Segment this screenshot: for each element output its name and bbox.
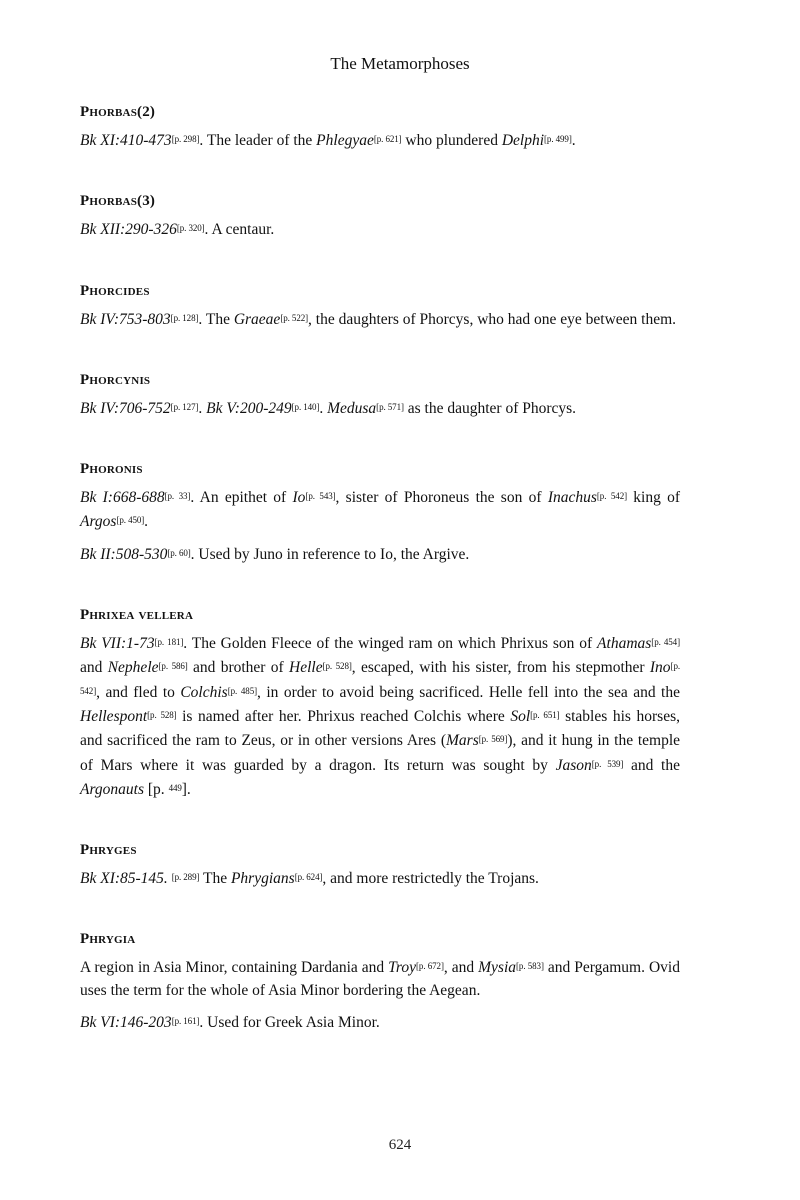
cross-reference-link: Graeae (233, 310, 281, 328)
entry-text: and brother of (187, 659, 290, 677)
running-title: The Metamorphoses (330, 54, 470, 73)
entry-text: . The Golden Fleece of the winged ram on which Phrixus son of (183, 635, 598, 653)
entry-headword: Phorbas(2) (80, 104, 156, 120)
cross-reference-link: Phrygians (230, 870, 295, 888)
page-reference: [p. 289] (171, 872, 200, 883)
cross-reference-link: Sol (510, 707, 531, 725)
cross-reference-link: Bk VI:146-203 (80, 1014, 172, 1032)
page-reference: [p. 60] (167, 547, 191, 558)
entry-text: , the daughters of Phorcys, who had one eye between them. (308, 310, 677, 328)
cross-reference-link: Helle (289, 659, 323, 677)
entry-paragraph (80, 1010, 680, 1034)
cross-reference-link: Bk VII:1-73 (80, 635, 155, 653)
entry-text: ), and it hung in the temple of Mars where it was guarded by a dragon. Its return was sought by (80, 732, 681, 774)
cross-reference-link: Bk IV:706-752 (80, 399, 171, 417)
entry-text: as the daughter of Phorcys. (403, 399, 577, 417)
page-reference: [p. 161] (171, 1016, 200, 1027)
entry-text: . The (198, 310, 234, 328)
page-reference: [p. 569] (478, 734, 508, 745)
entry-headword: Phryges (80, 842, 137, 859)
cross-reference-link: Bk XI:85-145. (80, 870, 168, 888)
page-reference: [p. 571] (376, 401, 404, 412)
glossary-entry (80, 101, 680, 152)
page-reference: [p. 651] (530, 709, 560, 720)
cross-reference-link: Inachus (547, 489, 597, 507)
glossary-entry (80, 369, 680, 420)
entry-paragraph (80, 307, 680, 331)
cross-reference-link: Troy (388, 959, 417, 977)
page-reference: [p. 542] (80, 661, 680, 696)
entry-text: ]. (181, 780, 191, 798)
glossary-entry (80, 604, 680, 801)
entry-text: , and (443, 959, 479, 977)
page-reference: [p. 320] (176, 223, 205, 234)
entry-paragraph (80, 955, 680, 1002)
cross-reference-link: Bk XII:290-326 (80, 221, 177, 239)
entry-text: . (144, 513, 149, 531)
page-number: 624 (388, 1137, 412, 1153)
glossary-entry (80, 458, 680, 566)
entry-text: , and more restrictedly the Trojans. (322, 870, 539, 888)
entry-paragraph (80, 485, 680, 534)
cross-reference-link: Mars (446, 732, 479, 750)
cross-reference-link: Medusa (327, 399, 377, 417)
cross-reference-link: Bk I:668-688 (80, 489, 165, 507)
cross-reference-link: Hellespont (80, 707, 148, 725)
entry-paragraph (80, 866, 680, 890)
entry-paragraph (80, 217, 680, 241)
entry-text: . An epithet of (190, 489, 293, 507)
page-reference: [p. 528] (147, 709, 177, 720)
entry-text: The (199, 870, 231, 888)
entry-paragraph (80, 128, 680, 152)
page-reference: [p. 450] (116, 515, 145, 526)
cross-reference-link: Io (292, 489, 306, 507)
page-reference: [p. 542] (596, 491, 627, 502)
entry-text: and (80, 659, 108, 677)
page-reference: [p. 672] (416, 961, 444, 972)
entry-paragraph (80, 396, 680, 420)
entry-text: , escaped, with his sister, from his stepmother (351, 659, 650, 677)
cross-reference-link: Bk XI:410-473 (80, 132, 172, 149)
page-reference: [p. 624] (294, 872, 323, 883)
glossary-entry (80, 928, 680, 1034)
page-reference: [p. 583] (516, 961, 544, 972)
entry-text: [p. (144, 780, 169, 798)
cross-reference-link: Colchis (180, 683, 228, 701)
page-reference: [p. 499] (544, 134, 572, 144)
entry-headword: Phoronis (80, 461, 143, 478)
entry-headword: Phorcides (80, 282, 150, 299)
page-reference: [p. 140] (291, 401, 320, 412)
glossary-entry (80, 190, 680, 241)
page-reference: [p. 454] (651, 637, 680, 648)
entry-text: is named after her. Phrixus reached Colchis where (176, 707, 511, 725)
entry-paragraph (80, 542, 680, 566)
entry-text: . Used by Juno in reference to Io, the Argive. (190, 545, 470, 563)
page-reference: 449 (168, 782, 182, 793)
cross-reference-link: Argos (80, 513, 117, 531)
glossary-entry (80, 280, 680, 331)
entry-text: who plundered (401, 132, 502, 149)
glossary-entry (80, 839, 680, 890)
page-reference: [p. 128] (170, 312, 199, 323)
cross-reference-link: Argonauts (80, 780, 145, 798)
page-reference: [p. 586] (158, 661, 188, 672)
entry-text: , and fled to (96, 683, 181, 701)
page-reference: [p. 485] (227, 685, 257, 696)
cross-reference-link: Delphi (501, 132, 545, 149)
cross-reference-link: Bk V:200-249 (206, 399, 292, 417)
page-reference: [p. 33] (164, 491, 191, 502)
cross-reference-link: Nephele (107, 659, 159, 677)
entry-text: king of (627, 489, 681, 507)
cross-reference-link: Mysia (478, 959, 517, 977)
entry-text: . (571, 132, 576, 149)
cross-reference-link: Bk II:508-530 (80, 545, 168, 563)
page-reference: [p. 181] (154, 637, 184, 648)
entry-text: . Used for Greek Asia Minor. (199, 1014, 380, 1032)
entry-text: and Pergamum. Ovid uses the term for the whole of Asia Minor bordering the Aegean. (80, 959, 680, 999)
entry-text: . (319, 399, 328, 417)
cross-reference-link: Ino (649, 659, 671, 677)
cross-reference-link: Jason (555, 756, 592, 774)
entry-headword: Phorbas(3) (80, 193, 156, 210)
entry-headword: Phrygia (80, 931, 136, 948)
cross-reference-link: Athamas (597, 635, 652, 653)
entry-text: . A centaur. (204, 221, 275, 239)
entry-text: . The leader of the (199, 132, 317, 149)
entry-paragraph (80, 631, 680, 801)
page-reference: [p. 127] (170, 401, 199, 412)
page-reference: [p. 522] (280, 312, 309, 323)
entry-text: , sister of Phoroneus the son of (335, 489, 548, 507)
page-reference: [p. 543] (305, 491, 336, 502)
cross-reference-link: Bk IV:753-803 (80, 310, 171, 328)
entry-headword: Phrixea vellera (80, 607, 194, 624)
page-reference: [p. 528] (322, 661, 352, 672)
page-reference: [p. 539] (591, 758, 624, 769)
page-reference: [p. 298] (171, 134, 200, 144)
page-reference: [p. 621] (373, 134, 402, 144)
entry-text: and the (623, 756, 680, 774)
cross-reference-link: Phlegyae (316, 132, 374, 149)
entry-text: A region in Asia Minor, containing Dardania and (80, 959, 389, 977)
entry-headword: Phorcynis (80, 371, 151, 388)
glossary-entries (80, 101, 680, 1042)
entry-text: , in order to avoid being sacrificed. Helle fell into the sea and the (257, 683, 680, 701)
entry-text: . (198, 399, 207, 417)
entry-text: stables his horses, and sacrificed the ram to Zeus, or in other versions Ares ( (80, 707, 680, 750)
